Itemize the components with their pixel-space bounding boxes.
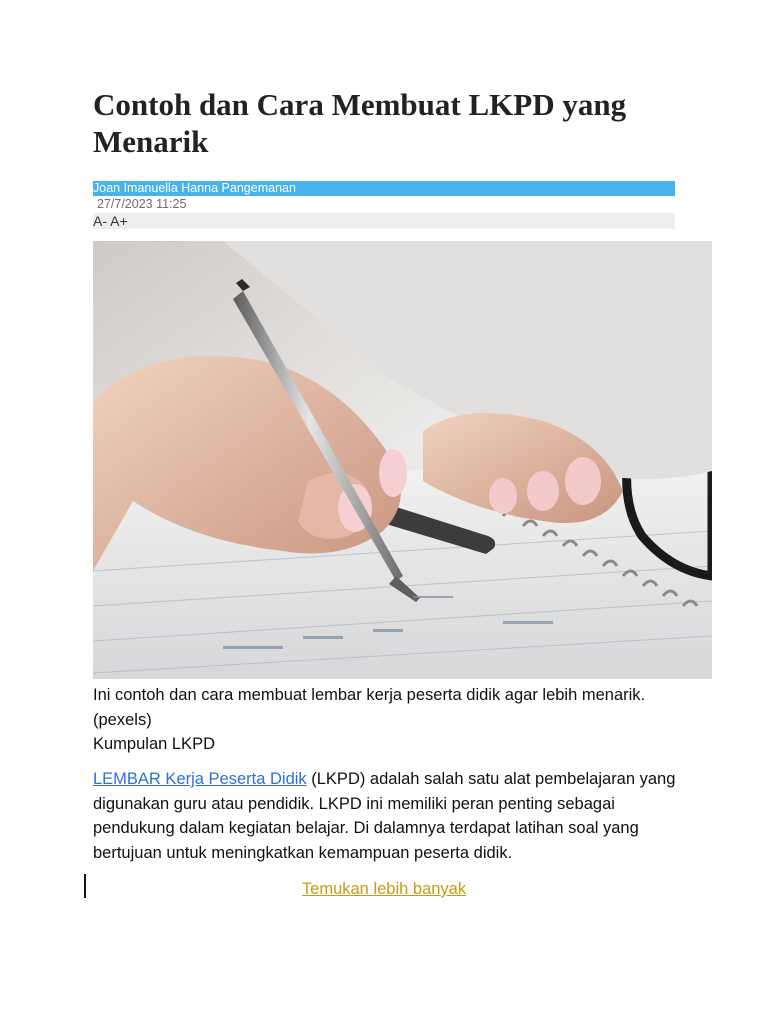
find-more-link[interactable]: Temukan lebih banyak <box>301 880 467 898</box>
font-decrease-button[interactable]: A- <box>93 213 107 229</box>
body-paragraph <box>93 767 683 865</box>
more-section <box>93 877 675 901</box>
font-increase-button[interactable]: A+ <box>110 213 128 229</box>
body-text: (LKPD) adalah salah satu alat pembelajaran yang digunakan guru atau pendidik. LKPD ini memiliki peran penting sebagai pendukung dalam kegiatan belajar. Di dalamnya terdapat latihan soal yang bertujuan untuk meningkatkan kemampuan peserta didik. <box>93 770 676 862</box>
lkpd-link[interactable]: LEMBAR Kerja Peserta Didik <box>93 770 307 788</box>
caption-text: Ini contoh dan cara membuat lembar kerja peserta didik agar lebih menarik.(pexels) <box>93 686 646 729</box>
publish-date: 27/7/2023 11:25 <box>97 197 187 211</box>
article-photo <box>93 241 712 679</box>
author-name[interactable]: Joan Imanuella Hanna Pangemanan <box>93 181 675 196</box>
text-cursor <box>84 874 86 898</box>
caption-subtitle: Kumpulan LKPD <box>93 735 215 753</box>
article-title: Contoh dan Cara Membuat LKPD yang Menarik <box>93 87 627 159</box>
font-size-controls <box>93 213 675 229</box>
photo-caption <box>93 683 693 757</box>
